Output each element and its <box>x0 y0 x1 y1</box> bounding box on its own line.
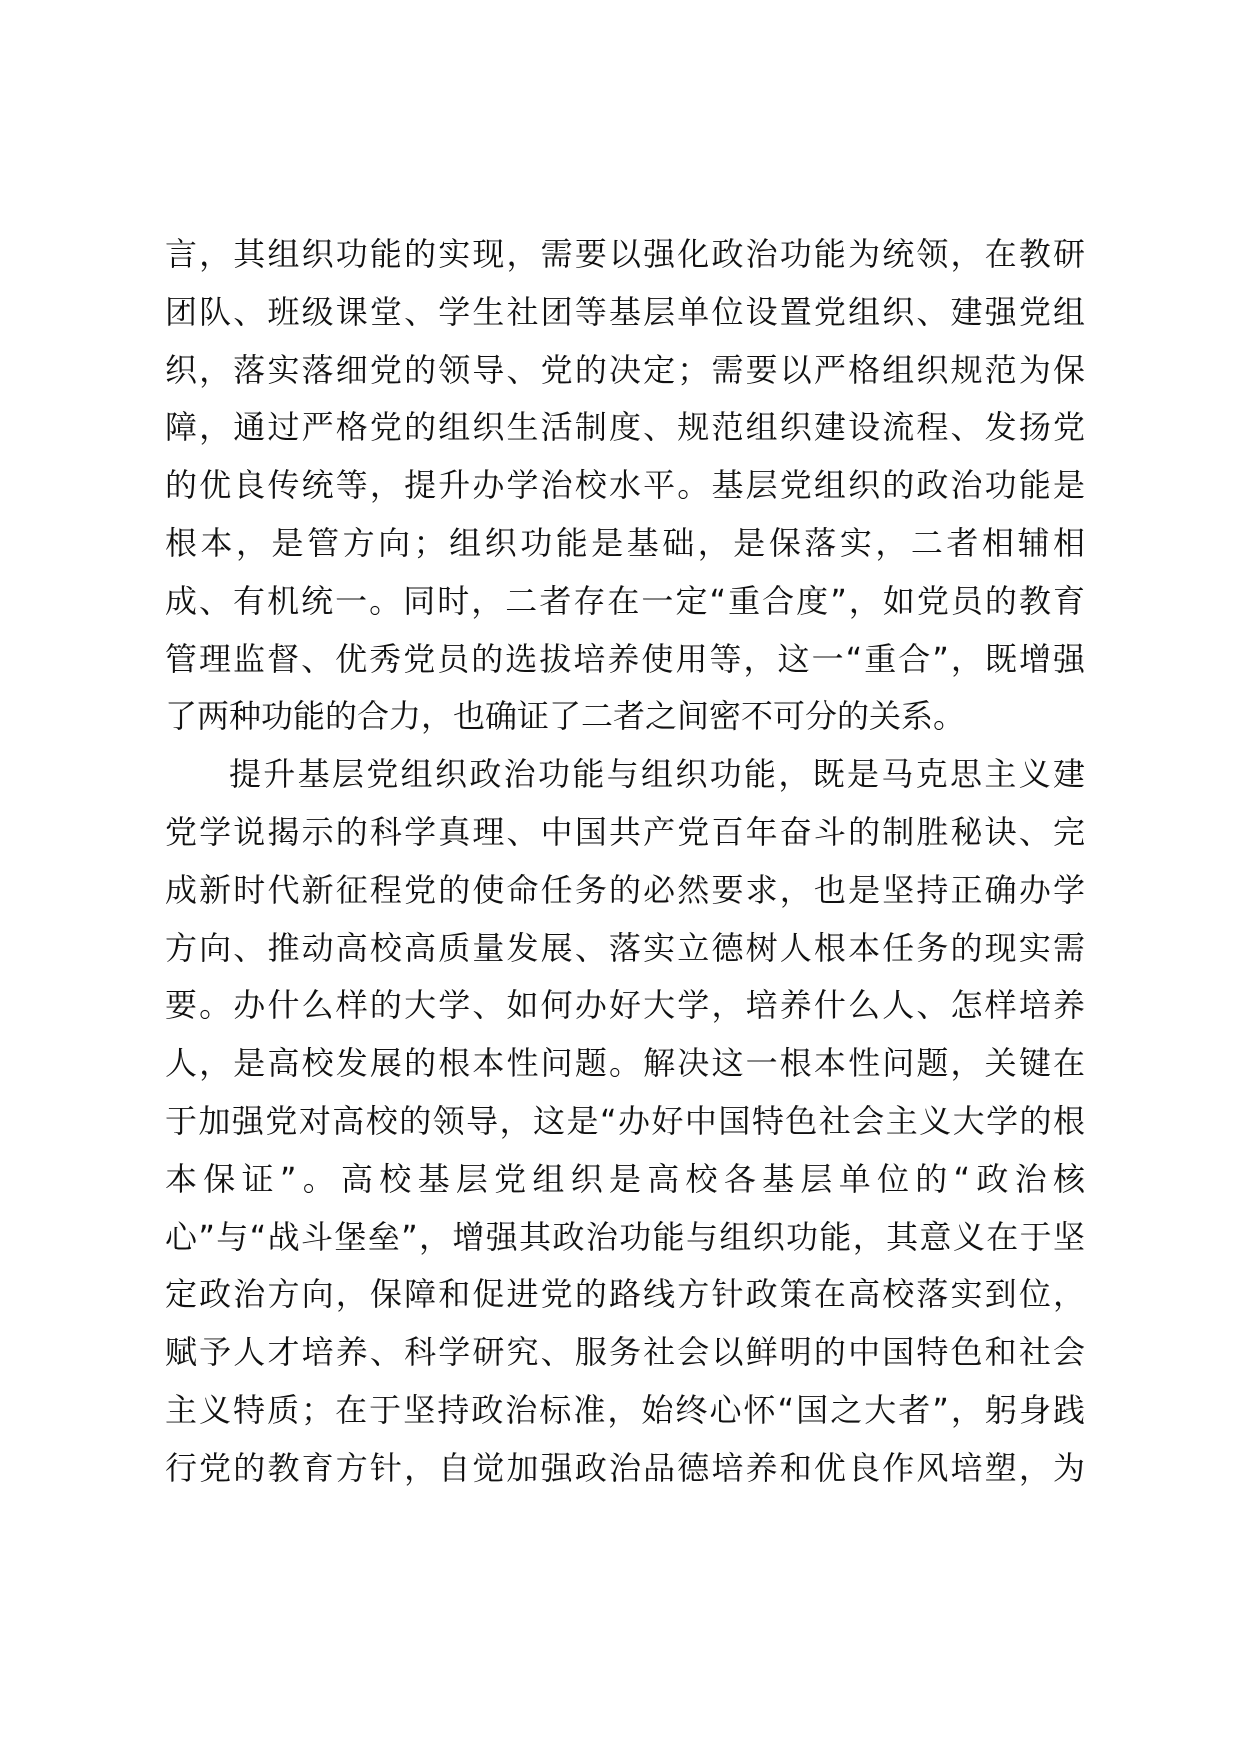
text-line: 织，落实落细党的领导、党的决定；需要以严格组织规范为保 <box>165 350 1085 389</box>
text-line: 言，其组织功能的实现，需要以强化政治功能为统领，在教研 <box>165 235 1085 273</box>
text-line: 成新时代新征程党的使命任务的必然要求，也是坚持正确办学 <box>165 870 1085 909</box>
text-line: 行党的教育方针，自觉加强政治品德培养和优良作风培塑，为 <box>165 1448 1085 1487</box>
text-line: 人，是高校发展的根本性问题。解决这一根本性问题，关键在 <box>165 1044 1085 1083</box>
paragraph-2 <box>165 746 1085 1497</box>
text-line: 提升基层党组织政治功能与组织功能，既是马克思主义建 <box>229 755 1085 794</box>
text-line: 定政治方向，保障和促进党的路线方针政策在高校落实到位， <box>165 1275 1085 1314</box>
text-line: 本保证”。高校基层党组织是高校各基层单位的“政治核 <box>165 1159 1085 1198</box>
text-line: 管理监督、优秀党员的选拔培养使用等，这一“重合”，既增强 <box>165 639 1085 678</box>
text-line: 障，通过严格党的组织生活制度、规范组织建设流程、发扬党 <box>165 408 1085 447</box>
text-line: 党学说揭示的科学真理、中国共产党百年奋斗的制胜秘诀、完 <box>165 812 1085 851</box>
text-line: 方向、推动高校高质量发展、落实立德树人根本任务的现实需 <box>165 928 1085 967</box>
paragraph-1 <box>165 226 1085 746</box>
text-line: 成、有机统一。同时，二者存在一定“重合度”，如党员的教育 <box>165 581 1085 620</box>
body-text <box>165 226 1085 1498</box>
text-line: 赋予人才培养、科学研究、服务社会以鲜明的中国特色和社会 <box>165 1333 1085 1372</box>
text-line: 要。办什么样的大学、如何办好大学，培养什么人、怎样培养 <box>165 986 1085 1025</box>
text-line: 的优良传统等，提升办学治校水平。基层党组织的政治功能是 <box>165 466 1085 505</box>
text-line: 于加强党对高校的领导，这是“办好中国特色社会主义大学的根 <box>165 1101 1085 1140</box>
text-line: 团队、班级课堂、学生社团等基层单位设置党组织、建强党组 <box>165 292 1085 331</box>
text-line: 根本，是管方向；组织功能是基础，是保落实，二者相辅相 <box>165 523 1085 562</box>
text-line: 心”与“战斗堡垒”，增强其政治功能与组织功能，其意义在于坚 <box>165 1217 1085 1256</box>
text-line: 了两种功能的合力，也确证了二者之间密不可分的关系。 <box>165 697 966 736</box>
text-line: 主义特质；在于坚持政治标准，始终心怀“国之大者”，躬身践 <box>165 1390 1085 1429</box>
